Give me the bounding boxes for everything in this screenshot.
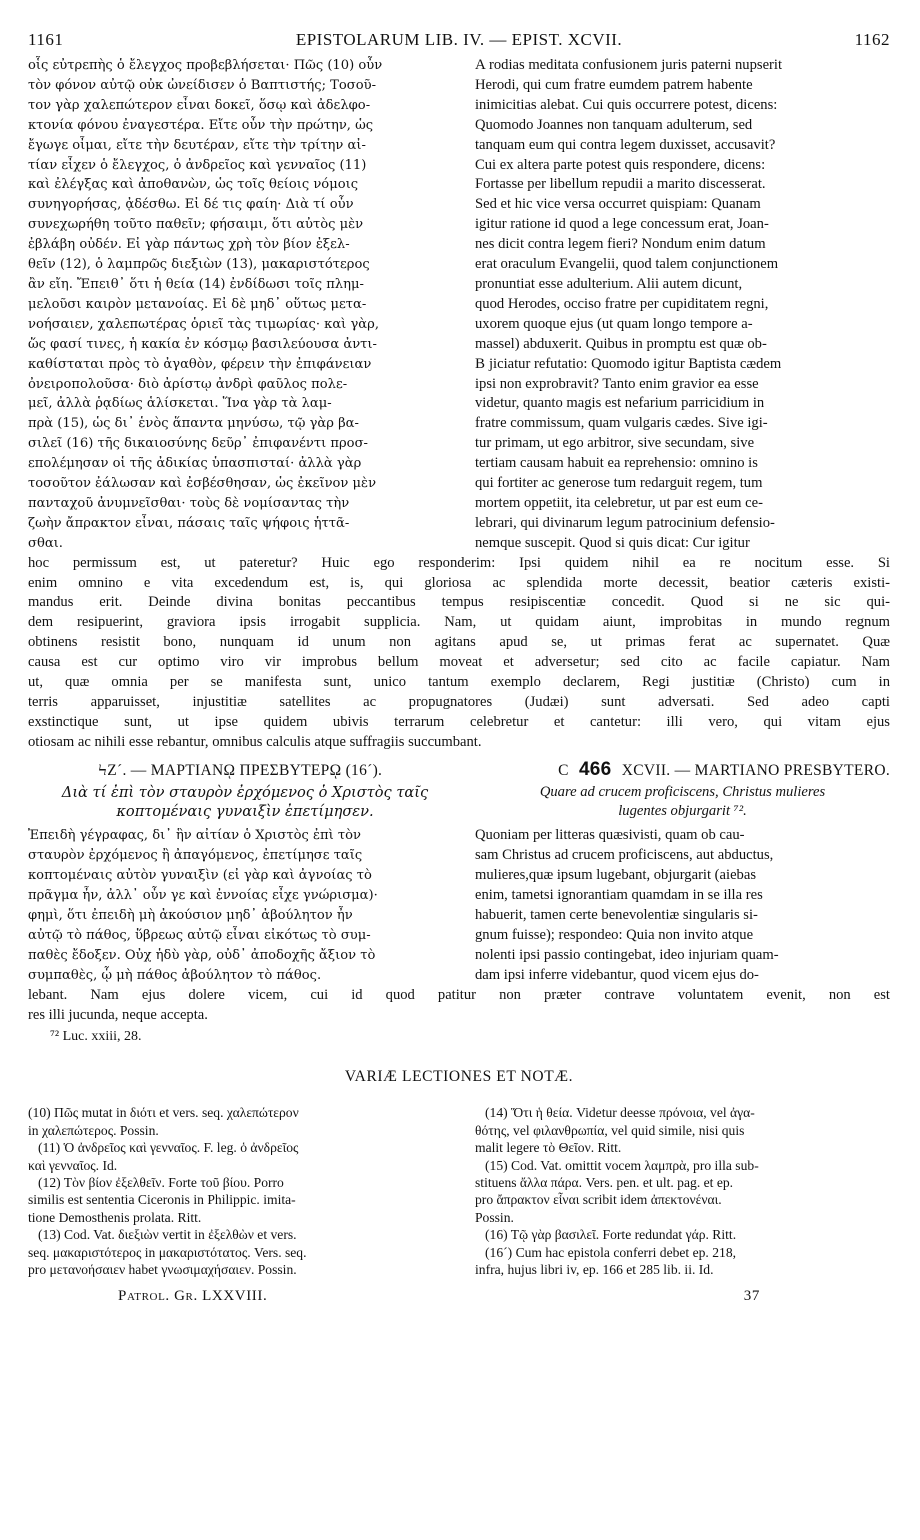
margin-marker-c: C — [558, 761, 569, 779]
footnote: ⁷² Luc. xxiii, 28. — [50, 1029, 142, 1045]
latin-line: mortem oppetiit, ita celebretur, ut par est eum ce- — [475, 494, 763, 511]
latin-line: habuerit, tamen certe benevolentiæ singularis si- — [475, 907, 758, 923]
greek-line: φημὶ, ὅτι ἐπειδὴ μὴ ἀκούσιον μηδ᾽ ἀβούλητον ἦν — [28, 908, 353, 923]
latin-full-width-ending — [28, 986, 890, 1026]
note-line: θότης, vel φιλανθρωπία, vel quid simile, nisi quis — [475, 1122, 745, 1138]
letter-columns — [28, 826, 890, 985]
page-number-right: 1162 — [854, 30, 890, 49]
notes-title: VARIÆ LECTIONES ET NOTÆ. — [344, 1068, 574, 1086]
latin-line: ut, quæ omnia per se manifesta sunt, unico tantum exemplo declarem, Regi justitiæ (Christo) cum in — [28, 674, 890, 690]
latin-line: uxorem quoque ejus (ut quam longo tempore a- — [475, 315, 753, 332]
note-line: (13) Cod. Vat. διεξιὼν vertit in ἐξελθὼν et vers. — [38, 1227, 297, 1243]
latin-line: Quomodo Joannes non tanquam adulterum, sed — [475, 116, 753, 133]
latin-line: erat oraculum Evangelii, quod talem conjunctionem — [475, 256, 779, 273]
note-line: in χαλεπώτερος. Possin. — [28, 1122, 159, 1138]
footer-volume: Patrol. Gr. LXXVIII. — [118, 1288, 268, 1305]
greek-line: σθαι. — [28, 535, 63, 551]
greek-line: ὀνειροπολοῦσα· διὸ ἀρίστῳ ἀνδρὶ φαῦλος πολε- — [28, 376, 348, 392]
latin-column-top — [475, 56, 890, 554]
subtitle-line: lugentes objurgarit ⁷². — [618, 803, 747, 820]
latin-line: res illi jucunda, neque accepta. — [28, 1006, 208, 1023]
greek-line: πρὰ (15), ὡς δι᾽ ἑνὸς ἅπαντα μηνύσω, τῷ γὰρ βα- — [28, 416, 359, 432]
greek-line: θεῖν (12), ὁ λαμπρῶς διεξιὼν (13), μακαριστότερος — [28, 257, 370, 273]
greek-column-top — [28, 56, 462, 554]
running-title: EPISTOLARUM LIB. IV. — EPIST. XCVII. — [295, 30, 623, 49]
letter-title-greek: ϞΖ´. — ΜΑΡΤΙΑΝῼ ΠΡΕΣΒΥΤΕΡῼ (16´). — [98, 761, 383, 779]
page — [28, 30, 890, 1520]
margin-marker-a: A — [475, 57, 486, 73]
latin-line: terris apparuisset, injustitiæ satellites ac propugnatores (Judæi) sunt adversati. Sed adeo capti — [28, 693, 890, 710]
greek-line: πανταχοῦ ἀνυμνεῖσθαι· τοὺς δὲ νομίσαντας τὴν — [28, 495, 350, 511]
latin-line: enim omnino e vita excedendum est, is, qui gloriosa ac splendida morte decessit, beatior cæteris existi- — [28, 574, 890, 591]
greek-line: ζωὴν ἄπρακτον εἶναι, πάσαις ταῖς ψήφοις ἡττᾶ- — [28, 515, 350, 531]
greek-line: νοήσαιεν, χαλεπωτέρας ὁριεῖ τὰς τιμωρίας· καὶ γὰρ, — [28, 316, 379, 332]
greek-line: συνεχωρήθη τοῦτο παθεῖν; φήσαιμι, ὅτι αὐτὸς μὲν — [28, 217, 364, 233]
latin-line: hoc permissum est, ut pateretur? Huic ego responderim: Ipsi quidem nihil ea re nocitum esse. Si — [28, 554, 890, 571]
letter-title-latin: XCVII. — MARTIANO PRESBYTERO. — [621, 761, 890, 779]
greek-line: καθίσταται πρὸς τὸ ἀγαθὸν, φέρειν τὴν ἐπιφάνειαν — [28, 356, 372, 372]
greek-line: ἐβλάβη οὐδέν. Εἰ γὰρ πάντως χρὴ τὸν βίον ἐξελ- — [28, 237, 350, 253]
latin-line: Fortasse per libellum repudii a marito discesserat. — [475, 176, 766, 193]
latin-line: lebant. Nam ejus dolere vicem, cui id quod patitur non præter contrave voluntatem evenit, non est — [28, 986, 890, 1003]
latin-line: Cui ex altera parte potest quis respondere, dicens: — [475, 156, 766, 173]
note-line: (16´) Cum hac epistola conferri debet ep. 218, — [485, 1244, 737, 1260]
greek-line: ἂν εἴη. Ἔπειθ᾽ ὅτι ἡ θεία (14) ἐνδίδωσι τοῖς πλημ- — [28, 276, 364, 292]
note-line: (10) Πῶς mutat in διότι et vers. seq. χαλεπώτερον — [28, 1105, 299, 1121]
latin-line: B jiciatur refutatio: Quomodo igitur Baptista cædem — [475, 355, 890, 375]
note-line: (14) Ὅτι ἡ θεία. Videtur deesse πρόνοια, vel ἀγα- — [485, 1105, 755, 1121]
note-line: (15) Cod. Vat. omittit vocem λαμπρὰ, pro illa sub- — [485, 1157, 759, 1173]
note-line: similis est sententia Ciceronis in Philippic. imita- — [28, 1192, 296, 1208]
running-header — [28, 30, 890, 56]
letter-title-latin-wrap — [558, 759, 890, 781]
note-line: tione Demosthenis prolata. Ritt. — [28, 1209, 202, 1225]
note-line: Possin. — [475, 1209, 514, 1225]
greek-line: επολέμησαν οἱ τῆς ἀδικίας ὑπασπισταί· ἀλλὰ γὰρ — [28, 456, 362, 472]
latin-line: tertiam causam habuit ea reprehensio: omnino is — [475, 455, 758, 472]
latin-line: mandus erit. Deinde divina bonitas peccantibus tempus resipiscentiæ concedit. Quod si ne sic qui- — [28, 594, 890, 611]
latin-line: tur primam, ut ego arbitror, sive secundam, sive — [475, 435, 755, 452]
latin-line: tanquam eum qui contra legem duxisset, accusavit? — [475, 136, 776, 153]
notes-columns — [28, 1104, 890, 1278]
subtitle-line: κοπτομέναις γυναιξὶν ἐπετίμησεν. — [116, 803, 374, 821]
note-line: pro ἄπρακτον εἶναι scribit idem ἀπεκτονέναι. — [475, 1192, 722, 1208]
note-line: (16) Τῷ γὰρ βασιλεῖ. Forte redundat γάρ. Ritt. — [485, 1227, 737, 1243]
greek-line: καὶ ἐλέγξας καὶ ἀποθανὼν, ὡς τοῖς θείοις νόμοις — [28, 177, 359, 193]
note-line: (11) Ὁ ἀνδρεῖος καὶ γενναῖος. F. leg. ὁ ἀνδρεῖος — [38, 1140, 299, 1156]
latin-line: sam Christus ad crucem proficiscens, aut abductus, — [475, 847, 774, 864]
latin-line: exstinctique sunt, ut ipse quidem ubivis terrarum celebretur et cantetur: illi vero, qui vitam ejus — [28, 713, 890, 730]
latin-line: lebrari, qui divinarum legum patrocinium defensio- — [475, 514, 775, 531]
latin-line: dam ipsi inferre videbantur, quod vicem ejus do- — [475, 966, 759, 983]
latin-line: nes dicit contra legem fieri? Nondum enim datum — [475, 236, 766, 253]
greek-line: μελοῦσι καιρὸν μετανοίας. Εἰ δὲ μηδ᾽ οὕτως μετα- — [28, 296, 367, 312]
latin-line: fratre commissum, quam vulgaris cædes. Sive igi- — [475, 415, 768, 432]
latin-line: obtinens resistit bono, nunquam id unum non agitans apud se, ut primas ferat ac supernatet. Quæ — [28, 634, 890, 651]
greek-line: σιλεῖ (16) τῆς δικαιοσύνης δεῦρ᾽ ἐπιφανέντι προσ- — [28, 436, 368, 452]
greek-line: οἷς εὐτρεπὴς ὁ ἔλεγχος προβεβλήσεται· Πῶς (10) οὖν — [28, 58, 383, 73]
margin-marker-b: B — [475, 355, 486, 372]
greek-line: τίαν εἶχεν ὁ ἔλεγχος, ὁ ἀνδρεῖος καὶ γενναῖος (11) — [28, 157, 367, 173]
greek-line: ὥς φασί τινες, ἡ κακία ἐν κόσμῳ βασιλεύουσα ἀντι- — [28, 336, 377, 352]
note-line: καὶ γενναῖος. Id. — [28, 1157, 118, 1173]
greek-line: τοσοῦτον ἐάλωσαν καὶ ἐσβέσθησαν, ὡς ἐκεῖνον μὲν — [28, 476, 377, 492]
greek-line: συνηγορήσας, ᾀδέσθω. Εἰ δέ τις φαίη· Διὰ τί οὖν — [28, 197, 354, 213]
latin-line: gnum fuisse); respondeo: Quia non invito atque — [475, 926, 754, 943]
letter-subtitle-greek — [28, 783, 462, 823]
notes-right — [475, 1104, 890, 1278]
greek-line: σταυρὸν ἐρχόμενος ἢ ἀπαγόμενος, ἐπετίμησε ταῖς — [28, 848, 363, 864]
note-line: seq. μακαριστότερος in μακαριστότατος. Vers. seq. — [28, 1244, 307, 1260]
latin-line: Quoniam per litteras quæsivisti, quam ob cau- — [475, 827, 745, 844]
latin-line: enim, tametsi ignorantiam quamdam in se illa res — [475, 887, 763, 904]
notes-left — [28, 1104, 462, 1278]
greek-line: τον γὰρ χαλεπώτερον εἶναι δοκεῖ, ὅσῳ καὶ ἀδελφο- — [28, 97, 371, 113]
latin-line: nemque suscepit. Quod si quis dicat: Cur igitur — [475, 534, 750, 551]
latin-line: causa est cur optimo viro vir improbus bellum moveat et adversetur; sed cito ac facile capiatur. Nam — [28, 654, 890, 671]
latin-line: pronuntiat esse adulterium. Alii autem dicunt, — [475, 275, 743, 292]
latin-line: videtur, quanto magis est nefarium parricidium in — [475, 395, 765, 412]
latin-line: quod Herodes, occiso fratre per cupiditatem regni, — [475, 295, 769, 312]
greek-line: παθὲς ἔδοξεν. Οὐχ ἡδὺ γὰρ, οὐδ᾽ ἀποδοχῆς ἄξιον τὸ — [28, 947, 376, 963]
latin-line: nolenti ipsi passio contingebat, ideo injuriam quam- — [475, 946, 779, 963]
latin-line: igitur ratione id quod a lege concessum erat, Joan- — [475, 216, 769, 233]
greek-line: πρᾶγμα ἦν, ἀλλ᾽ οὖν γε καὶ ἐννοίας εἶχε γνώρισμα)· — [28, 888, 378, 904]
latin-column-letter — [475, 826, 890, 985]
greek-line: αὐτῷ τὸ πάθος, ὕβρεως αὐτῷ εἶναι εἰκότως τὸ συμ- — [28, 927, 371, 943]
latin-line: Herodi, qui cum fratre eumdem patrem habente — [475, 76, 753, 93]
letter-heading-row — [28, 759, 890, 781]
greek-line: Ἐπειδὴ γέγραφας, δι᾽ ἣν αἰτίαν ὁ Χριστὸς ἐπὶ τὸν — [28, 828, 362, 844]
latin-line: massel) abduxerit. Quibus in promptu est quæ ob- — [475, 335, 767, 352]
latin-line: qui fortiter ac generose tum redarguit regem, tum — [475, 475, 763, 492]
latin-line: Sed et hic vice versa occurret quispiam: Quanam — [475, 196, 761, 213]
subtitle-line: Quare ad crucem proficiscens, Christus mulieres — [539, 783, 826, 800]
top-columns — [28, 56, 890, 554]
greek-line: συμπαθὲς, ᾧ μὴ πάθος ἀβούλητον τὸ πάθος. — [28, 967, 322, 983]
greek-line: κτονία φόνου ἐναγεστέρα. Εἴτε οὖν τὴν πρώτην, ὡς — [28, 117, 374, 133]
note-line: (12) Τὸν βίον ἐξελθεῖν. Forte τοῦ βίου. Porro — [38, 1175, 284, 1191]
subtitle-line: Διὰ τί ἐπὶ τὸν σταυρὸν ἐρχόμενος ὁ Χριστὸς ταῖς — [61, 783, 429, 801]
latin-full-width-text — [28, 554, 890, 753]
greek-column-letter — [28, 826, 462, 985]
note-line: stituens ἄλλα πάρα. Vers. pen. et ult. pag. et ep. — [475, 1175, 734, 1191]
letter-subtitle-latin — [475, 783, 890, 823]
greek-line: κοπτομέναις αὐτὸν γυναιξὶν (εἰ γὰρ καὶ ἀγνοίας τὸ — [28, 868, 372, 884]
footer-signature: 37 — [743, 1288, 760, 1305]
note-line: infra, hujus libri iv, ep. 166 et 285 lib. ii. Id. — [475, 1262, 714, 1278]
greek-line: τὸν φόνον αὐτῷ οὐκ ὠνείδισεν ὁ Βαπτιστής; Τοσοῦ- — [28, 77, 377, 93]
latin-line: mulieres,quæ ipsum lugebant, objurgarit (aiebas — [475, 867, 757, 884]
latin-line: ipsi non exprobravit? Tanto enim gravior ea esse — [475, 375, 759, 392]
page-number-left: 1161 — [28, 30, 64, 49]
latin-line: A rodias meditata confusionem juris paterni nupserit — [475, 56, 890, 76]
greek-line: ἔγωγε οἶμαι, εἴτε τὴν δευτέραν, εἴτε τὴν τρίτην αἰ- — [28, 137, 366, 153]
subtitle-columns — [28, 783, 890, 823]
latin-line: inimicitias alebat. Cui quis occurrere potest, dicens: — [475, 96, 778, 113]
note-line: malit legere τὸ Θεῖον. Ritt. — [475, 1140, 622, 1156]
latin-line: otiosam ac nihili esse rebantur, omnibus calculis atque suffragiis succumbant. — [28, 733, 482, 750]
note-line: pro μετανοήσαιεν habet γνωσιμαχήσαιεν. Possin. — [28, 1262, 297, 1278]
letter-number: 466 — [578, 758, 612, 780]
greek-line: μεῖ, ἀλλὰ ῥᾳδίως ἁλίσκεται. Ἵνα γὰρ τὰ λαμ- — [28, 396, 332, 412]
latin-line: dem resipuerint, graviora ipsis irrogabit supplicia. Nam, ut quidam aiunt, improbitas in mundo regnum — [28, 614, 890, 631]
page-footer — [28, 1288, 890, 1305]
